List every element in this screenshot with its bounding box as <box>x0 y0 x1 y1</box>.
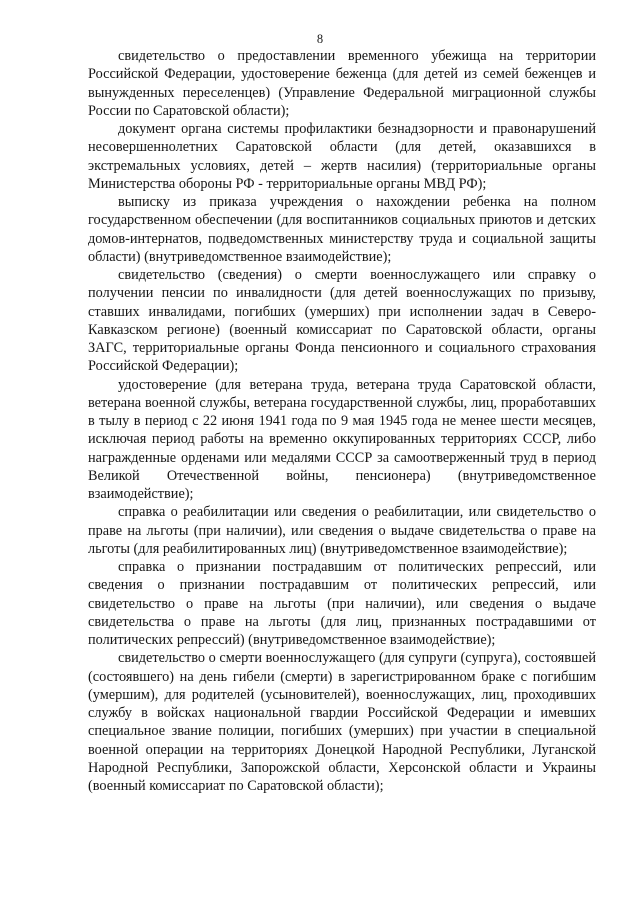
paragraph-temporary-asylum: свидетельство о предоставлении временного убежища на территории Российской Федерации, удостоверение беженца (для детей из семей беженцев и вынужденных переселенцев) (Управление Федеральной миграционной службы России по Саратовской области); <box>88 48 596 119</box>
paragraph-political-repression-certificate: справка о признании пострадавшим от политических репрессий, или сведения о признании пострадавшим от политических репрессий, или свидетельство о праве на льготы (при наличии), или сведения о выдаче свидетельства о праве на льготы (для лиц, признанных пострадавшими от политических репрессий) (внутриведомственное взаимодействие); <box>88 559 596 648</box>
page-number: 8 <box>316 32 324 46</box>
paragraph-rehabilitation-certificate: справка о реабилитации или сведения о реабилитации, или свидетельство о праве на льготы (при наличии), или сведения о выдаче свидетельства о праве на льготы (для реабилитированных лиц) (внутриведомственное взаимодействие); <box>88 504 596 557</box>
paragraph-prevention-body-document: документ органа системы профилактики безнадзорности и правонарушений несовершеннолетних Саратовской области (для детей, оказавшихся в экстремальных условиях, детей – жертв насилия) (территориальные органы Министерства обороны РФ - территориальные органы МВД РФ); <box>88 121 596 192</box>
document-body <box>88 47 596 795</box>
paragraph-special-operation-death-certificate: свидетельство о смерти военнослужащего (для супруги (супруга), состоявшей (состоявшего) на день гибели (смерти) в зарегистрированном браке с погибшим (умершим), для родителей (усыновителей), военнослужащих, лиц, проходивших службу в войсках национальной гвардии Российской Федерации и имевших специальное звание полиции, погибших (умерших) при участии в специальной военной операции на территориях Донецкой Народной Республики, Луганской Народной Республики, Запорожской области, Херсонской области и Украины (военный комиссариат по Саратовской области); <box>88 650 596 794</box>
paragraph-serviceman-death-certificate: свидетельство (сведения) о смерти военнослужащего или справку о получении пенсии по инвалидности (для детей военнослужащих по призыву, ставших инвалидами, погибших (умерших) при исполнении задач в Северо-Кавказском регионе) (военный комиссариат по Саратовской области, органы ЗАГС, территориальные органы Фонда пенсионного и социального страхования Российской Федерации); <box>88 267 596 375</box>
paragraph-institution-order-extract: выписку из приказа учреждения о нахождении ребенка на полном государственном обеспечении (для воспитанников социальных приютов и детских домов-интернатов, подведомственных министерству труда и социальной защиты области) (внутриведомственное взаимодействие); <box>88 194 596 265</box>
paragraph-veteran-certificate: удостоверение (для ветерана труда, ветерана труда Саратовской области, ветерана военной службы, ветерана государственной службы, лиц, проработавших в тылу в период с 22 июня 1941 года по 9 мая 1945 года не менее шести месяцев, исключая период работы на временно оккупированных территориях СССР, либо награжденные орденами или медалями СССР за самоотверженный труд в период Великой Отечественной войны, пенсионера) (внутриведомственное взаимодействие); <box>88 376 596 502</box>
